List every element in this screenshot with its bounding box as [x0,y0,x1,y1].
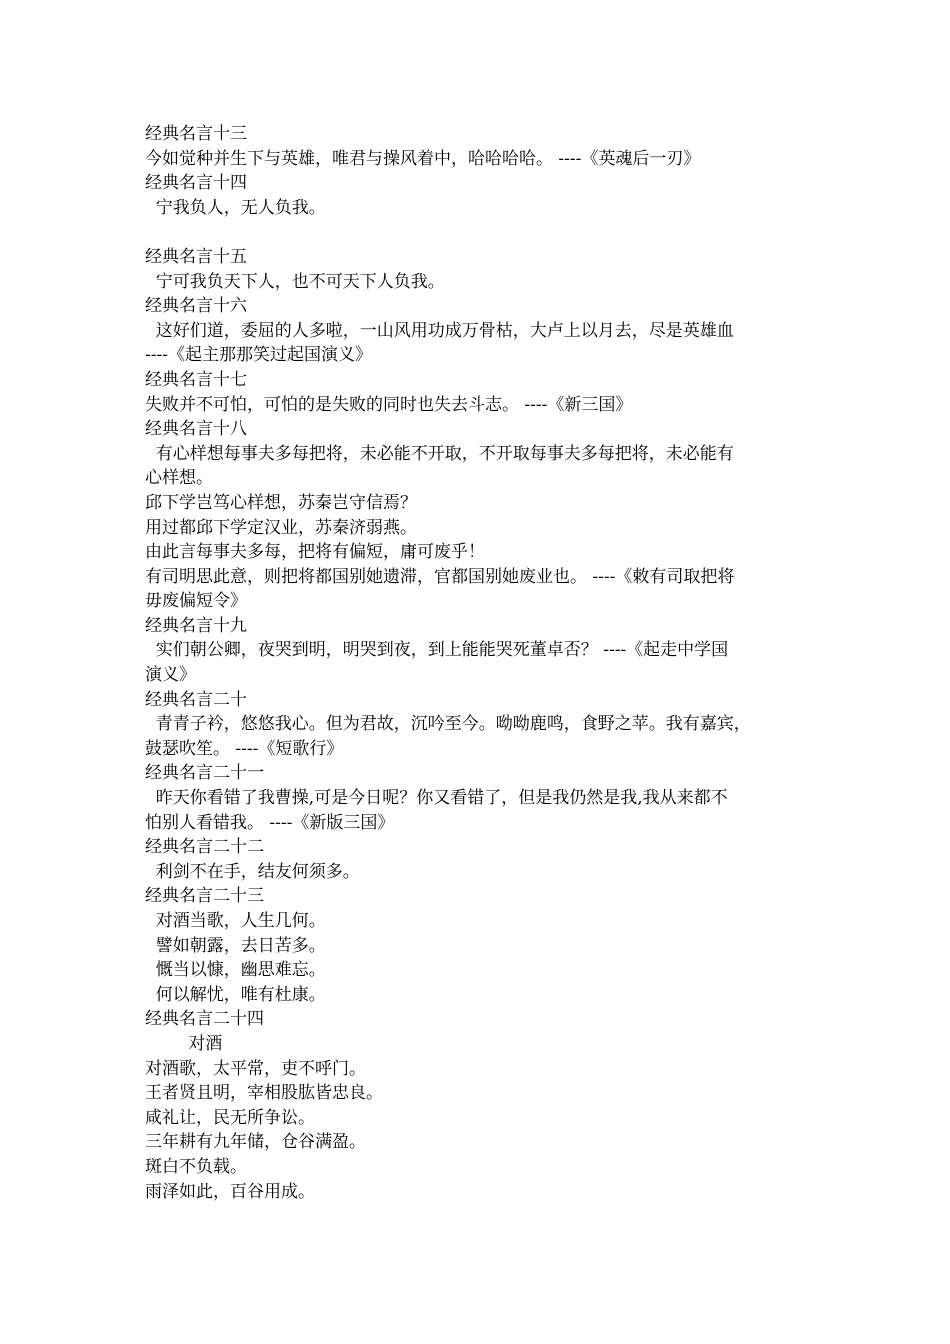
text-line: 经典名言十四 [145,173,247,194]
text-line: 经典名言十八 [145,419,247,440]
text-line: 三年耕有九年储，仓谷满盈。 [145,1132,366,1153]
text-line: 慨当以慷，幽思难忘。 [145,960,326,981]
text-line: 经典名言二十 [145,689,247,710]
text-line: 雨泽如此，百谷用成。 [145,1181,315,1202]
text-line: 失败并不可怕，可怕的是失败的同时也失去斗志。 ----《新三国》 [145,394,633,415]
text-line: 今如觉种并生下与英雄，唯君与操风着中，哈哈哈哈。 ----《英魂后一刃》 [145,148,701,169]
text-line: 宁可我负天下人，也不可天下人负我。 [145,271,445,292]
text-line: 经典名言十三 [145,124,247,144]
text-line: 咸礼让，民无所争讼。 [145,1107,315,1128]
text-line: 经典名言十六 [145,296,247,317]
text-line: 心样想。 [145,468,213,489]
text-line: 经典名言二十三 [145,886,264,907]
text-line: 斑白不负载。 [145,1156,247,1177]
text-line: 经典名言二十一 [145,763,264,784]
text-line: 由此言每事夫多每，把将有偏短，庸可废乎！ [145,542,485,563]
text-line: 实们朝公卿，夜哭到明，明哭到夜，到上能能哭死董卓否？ ----《起走中学国 [145,640,729,661]
text-line: 经典名言二十二 [145,837,264,858]
text-line: 利剑不在手，结友何须多。 [145,861,360,882]
text-line: 青青子衿，悠悠我心。但为君故，沉吟至今。呦呦鹿鸣，食野之苹。我有嘉宾， [145,714,751,735]
text-line: 对酒歌，太平常，吏不呼门。 [145,1058,366,1079]
text-line: 这好们道，委屈的人多啦，一山风用功成万骨枯，大卢上以月去，尽是英雄血 [145,320,734,341]
text-line: 经典名言十九 [145,615,247,636]
text-line: ----《起主那那笑过起国演义》 [145,345,372,366]
text-line: 经典名言十五 [145,246,247,267]
text-line: 宁我负人，无人负我。 [145,197,326,218]
text-line: 昨天你看错了我曹操,可是今日呢？你又看错了，但是我仍然是我,我从来都不 [145,788,728,809]
text-line: 有心样想每事夫多每把将，未必能不开取，不开取每事夫多每把将，未必能有 [145,443,734,464]
text-line: 经典名言二十四 [145,1009,264,1030]
text-line: 对酒 [145,1033,223,1054]
text-line: 王者贤且明，宰相股肱皆忠良。 [145,1083,383,1104]
blank-line [145,220,825,245]
text-line: 鼓瑟吹笙。 ----《短歌行》 [145,738,344,759]
text-line: 怕别人看错我。 ----《新版三国》 [145,812,395,833]
document-body [145,122,825,1204]
text-line: 用过都邱下学定汉业，苏秦济弱燕。 [145,517,417,538]
text-line: 对酒当歌，人生几何。 [145,911,326,931]
text-line: 邱下学岂笃心样想，苏秦岂守信焉？ [145,492,417,513]
text-line: 有司明思此意，则把将都国别她遗滞，官都国别她废业也。 ----《敕有司取把将 [145,566,735,587]
text-line: 譬如朝露，去日苦多。 [145,935,326,956]
text-line: 经典名言十七 [145,369,247,390]
text-line: 毋废偏短令》 [145,591,247,612]
text-line: 何以解忧，唯有杜康。 [145,984,326,1005]
text-line: 演义》 [145,665,196,686]
